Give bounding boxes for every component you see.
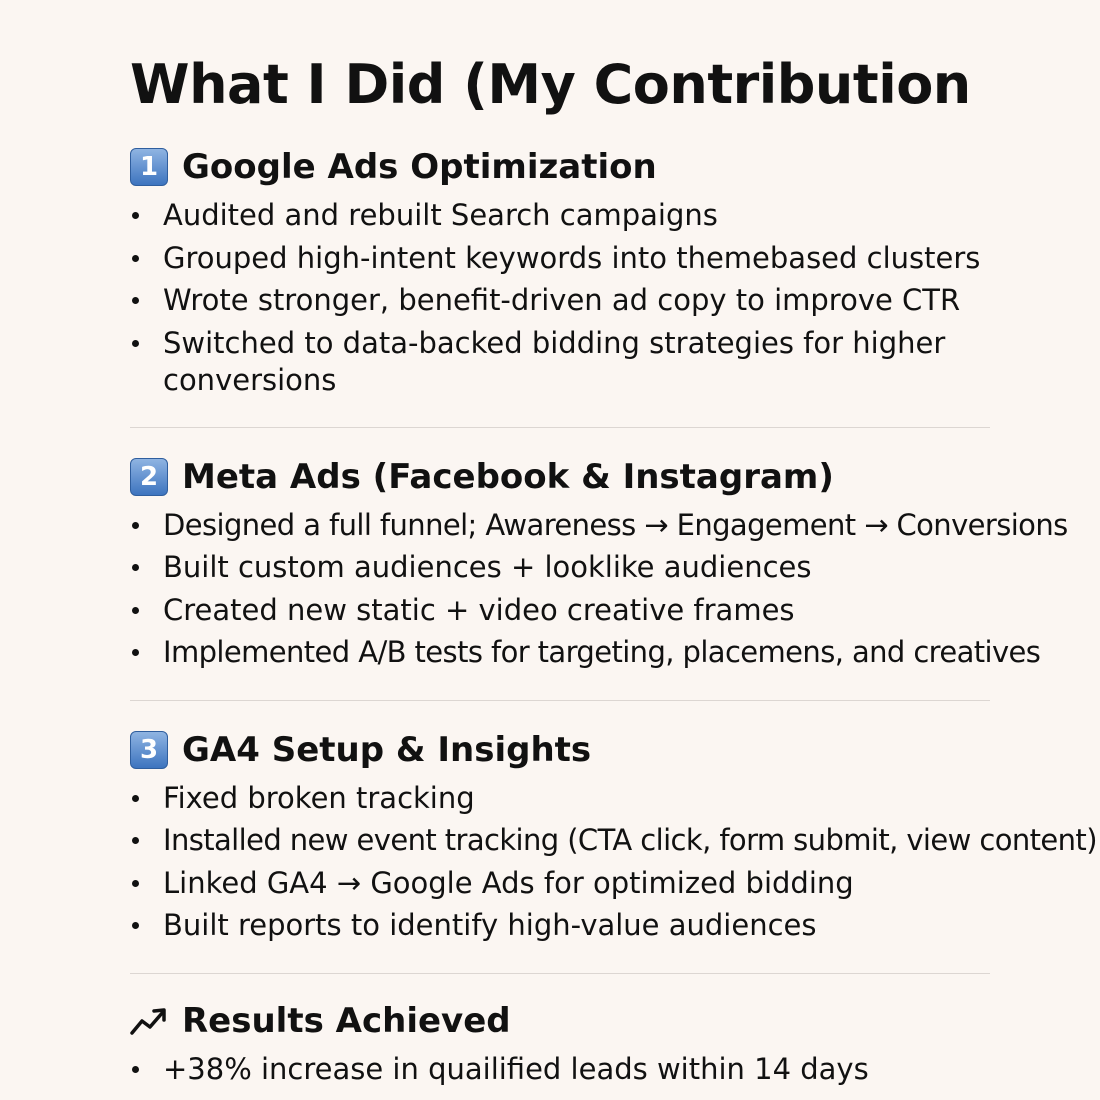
section-title: Google Ads Optimization (182, 147, 657, 187)
number-two-icon: 2 (130, 458, 168, 496)
bullet-item: Wrote stronger, benefit-driven ad copy to improve CTR (130, 279, 1100, 322)
section-title: Results Achieved (182, 1000, 511, 1041)
section-header (130, 454, 1100, 500)
number-three-icon: 3 (130, 731, 168, 769)
document-page (130, 52, 1100, 1090)
bullet-item: Grouped high-intent keywords into themebased clusters (130, 237, 1100, 280)
bullet-item: Created new static + video creative frames (130, 589, 1100, 632)
bullet-item: Switched to data-backed bidding strategies for higher conversions (130, 322, 983, 399)
section-header (130, 144, 1100, 190)
section-divider (130, 700, 990, 701)
section-meta-ads (130, 454, 1100, 674)
bullet-item: Audited and rebuilt Search campaigns (130, 194, 1100, 237)
bullet-item: Implemented A/B tests for targeting, placemens, and creatives (130, 631, 1100, 674)
bullet-item: Designed a full funnel; Awareness → Engagement → Conversions (130, 504, 1100, 547)
number-one-icon: 1 (130, 148, 168, 186)
section-google-ads (130, 144, 1100, 399)
section-divider (130, 427, 990, 428)
section-ga4 (130, 727, 1100, 947)
bullet-item: Built custom audiences + looklike audiences (130, 546, 1100, 589)
bullet-list (130, 1048, 1100, 1091)
bullet-item: Built reports to identify high-value audiences (130, 904, 1100, 947)
bullet-list (130, 777, 1100, 947)
bullet-list (130, 504, 1100, 674)
bullet-list (130, 194, 1100, 399)
section-results (130, 998, 1100, 1091)
section-header (130, 727, 1100, 773)
section-divider (130, 973, 990, 974)
section-header (130, 998, 1100, 1044)
bullet-item: Linked GA4 → Google Ads for optimized bidding (130, 862, 1100, 905)
bullet-item: +38% increase in quailified leads within 14 days (130, 1048, 1100, 1091)
section-title: GA4 Setup & Insights (182, 729, 592, 770)
chart-increasing-icon (130, 1002, 168, 1040)
section-title: Meta Ads (Facebook & Instagram) (182, 456, 834, 497)
bullet-item: Installed new event tracking (CTA click, form submit, view content) (130, 819, 1100, 862)
page-title: What I Did (My Contribution (130, 53, 971, 116)
bullet-item: Fixed broken tracking (130, 777, 1100, 820)
